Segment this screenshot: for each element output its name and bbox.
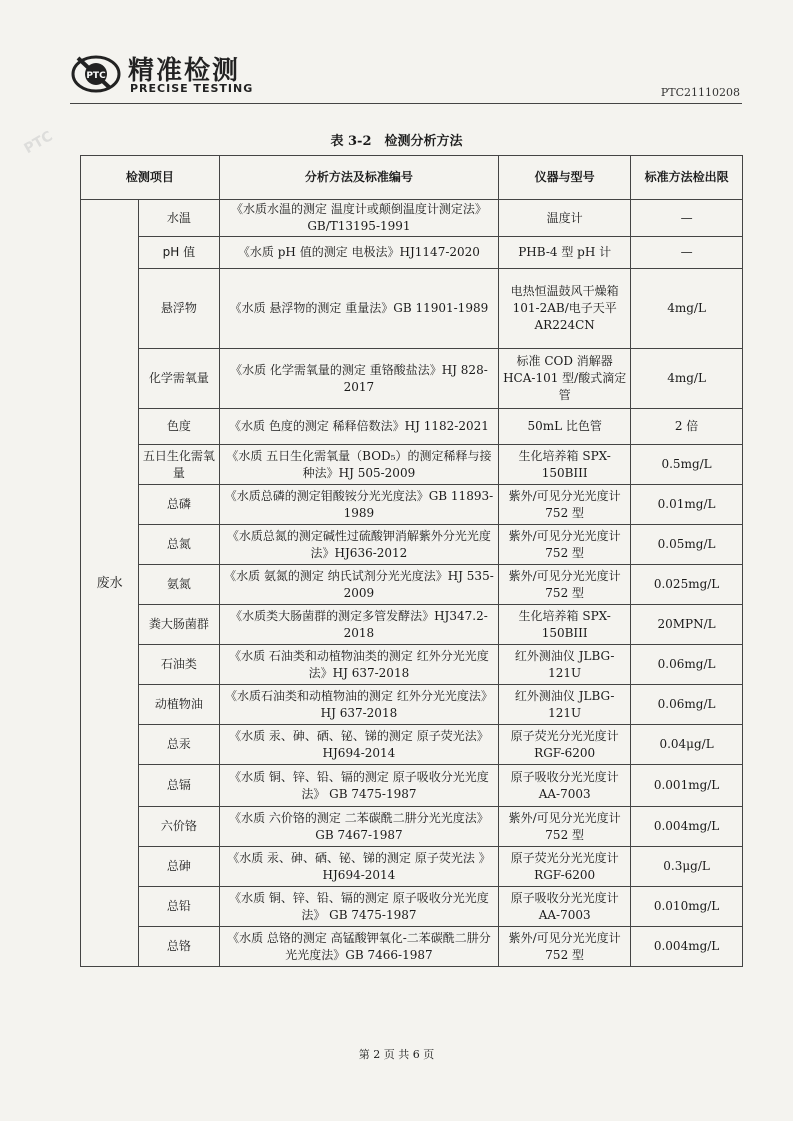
item-cell: pH 值 <box>139 237 220 269</box>
table-row <box>81 565 743 605</box>
logo-text: PTC <box>86 71 106 81</box>
table-row <box>81 445 743 485</box>
item-cell: 六价铬 <box>139 807 220 847</box>
item-cell: 化学需氧量 <box>139 349 220 409</box>
instrument-cell: 生化培养箱 SPX-150BIII <box>499 605 631 645</box>
table-row <box>81 605 743 645</box>
report-number: PTC21110208 <box>660 86 740 99</box>
limit-cell: — <box>631 237 743 269</box>
instrument-cell: 紫外/可见分光光度计 752 型 <box>499 485 631 525</box>
item-cell: 总砷 <box>139 847 220 887</box>
method-cell: 《水质 铜、锌、铅、镉的测定 原子吸收分光光度法》 GB 7475-1987 <box>219 887 499 927</box>
brand-name-en: PRECISE TESTING <box>130 82 254 95</box>
instrument-cell: 红外测油仪 JLBG-121U <box>499 685 631 725</box>
brand-name-cn: 精准检测 <box>128 56 241 86</box>
method-cell: 《水质 汞、砷、硒、铋、锑的测定 原子荧光法》 HJ694-2014 <box>219 725 499 765</box>
instrument-cell: 50mL 比色管 <box>499 409 631 445</box>
method-cell: 《水质 总铬的测定 高锰酸钾氧化-二苯碳酰二肼分光光度法》GB 7466-1987 <box>219 927 499 967</box>
table-row <box>81 237 743 269</box>
table-body <box>81 200 743 967</box>
item-cell: 总氮 <box>139 525 220 565</box>
method-cell: 《水质 石油类和动植物油类的测定 红外分光光度法》HJ 637-2018 <box>219 645 499 685</box>
watermark: PTC <box>21 128 56 158</box>
instrument-cell: 生化培养箱 SPX-150BIII <box>499 445 631 485</box>
method-cell: 《水质水温的测定 温度计或颠倒温度计测定法》GB/T13195-1991 <box>219 200 499 237</box>
limit-cell: 0.010mg/L <box>631 887 743 927</box>
table-row <box>81 645 743 685</box>
logo-icon <box>70 48 122 96</box>
limit-cell: 0.06mg/L <box>631 685 743 725</box>
limit-cell: 0.06mg/L <box>631 645 743 685</box>
table-row <box>81 525 743 565</box>
item-cell: 总镉 <box>139 765 220 807</box>
method-cell: 《水质 五日生化需氧量（BOD₅）的测定稀释与接种法》HJ 505-2009 <box>219 445 499 485</box>
limit-cell: 0.04μg/L <box>631 725 743 765</box>
header-divider <box>70 103 742 104</box>
instrument-cell: 原子荧光分光光度计 RGF-6200 <box>499 725 631 765</box>
table-row <box>81 765 743 807</box>
column-header: 分析方法及标准编号 <box>219 156 499 200</box>
instrument-cell: 温度计 <box>499 200 631 237</box>
method-cell: 《水质石油类和动植物油的测定 红外分光光度法》HJ 637-2018 <box>219 685 499 725</box>
analysis-methods-table <box>80 155 743 967</box>
method-cell: 《水质 化学需氧量的测定 重铬酸盐法》HJ 828-2017 <box>219 349 499 409</box>
table-title: 表 3-2 检测分析方法 <box>330 134 463 149</box>
table-row <box>81 200 743 237</box>
category-cell: 废水 <box>81 200 139 967</box>
method-cell: 《水质总磷的测定钼酸铵分光光度法》GB 11893-1989 <box>219 485 499 525</box>
limit-cell: 0.3μg/L <box>631 847 743 887</box>
item-cell: 总磷 <box>139 485 220 525</box>
item-cell: 动植物油 <box>139 685 220 725</box>
limit-cell: 20MPN/L <box>631 605 743 645</box>
method-cell: 《水质类大肠菌群的测定多管发酵法》HJ347.2-2018 <box>219 605 499 645</box>
limit-cell: 0.5mg/L <box>631 445 743 485</box>
limit-cell: 4mg/L <box>631 269 743 349</box>
limit-cell: 4mg/L <box>631 349 743 409</box>
table-row <box>81 887 743 927</box>
table-row <box>81 927 743 967</box>
limit-cell: — <box>631 200 743 237</box>
method-cell: 《水质 色度的测定 稀释倍数法》HJ 1182-2021 <box>219 409 499 445</box>
instrument-cell: 原子吸收分光光度计 AA-7003 <box>499 765 631 807</box>
column-header: 检测项目 <box>81 156 220 200</box>
page-header <box>70 40 740 102</box>
method-cell: 《水质 六价铬的测定 二苯碳酰二肼分光光度法》GB 7467-1987 <box>219 807 499 847</box>
table-row <box>81 269 743 349</box>
column-header: 仪器与型号 <box>499 156 631 200</box>
item-cell: 总汞 <box>139 725 220 765</box>
item-cell: 色度 <box>139 409 220 445</box>
item-cell: 石油类 <box>139 645 220 685</box>
instrument-cell: PHB-4 型 pH 计 <box>499 237 631 269</box>
method-cell: 《水质 悬浮物的测定 重量法》GB 11901-1989 <box>219 269 499 349</box>
limit-cell: 0.05mg/L <box>631 525 743 565</box>
table-row <box>81 685 743 725</box>
table-row <box>81 807 743 847</box>
table-row <box>81 409 743 445</box>
instrument-cell: 标准 COD 消解器 HCA-101 型/酸式滴定管 <box>499 349 631 409</box>
table-row <box>81 485 743 525</box>
instrument-cell: 电热恒温鼓风干燥箱 101-2AB/电子天平 AR224CN <box>499 269 631 349</box>
method-cell: 《水质 pH 值的测定 电极法》HJ1147-2020 <box>219 237 499 269</box>
column-header: 标准方法检出限 <box>631 156 743 200</box>
instrument-cell: 紫外/可见分光光度计 752 型 <box>499 525 631 565</box>
method-cell: 《水质 氨氮的测定 纳氏试剂分光光度法》HJ 535-2009 <box>219 565 499 605</box>
item-cell: 总铬 <box>139 927 220 967</box>
limit-cell: 0.01mg/L <box>631 485 743 525</box>
table-row <box>81 847 743 887</box>
limit-cell: 0.004mg/L <box>631 807 743 847</box>
limit-cell: 0.004mg/L <box>631 927 743 967</box>
limit-cell: 0.025mg/L <box>631 565 743 605</box>
instrument-cell: 红外测油仪 JLBG-121U <box>499 645 631 685</box>
limit-cell: 2 倍 <box>631 409 743 445</box>
item-cell: 总铅 <box>139 887 220 927</box>
instrument-cell: 原子吸收分光光度计 AA-7003 <box>499 887 631 927</box>
method-cell: 《水质 铜、锌、铅、镉的测定 原子吸收分光光度法》 GB 7475-1987 <box>219 765 499 807</box>
item-cell: 悬浮物 <box>139 269 220 349</box>
method-cell: 《水质总氮的测定碱性过硫酸钾消解紫外分光光度法》HJ636-2012 <box>219 525 499 565</box>
item-cell: 水温 <box>139 200 220 237</box>
table-row <box>81 725 743 765</box>
limit-cell: 0.001mg/L <box>631 765 743 807</box>
instrument-cell: 紫外/可见分光光度计 752 型 <box>499 565 631 605</box>
item-cell: 粪大肠菌群 <box>139 605 220 645</box>
method-cell: 《水质 汞、砷、硒、铋、锑的测定 原子荧光法 》HJ694-2014 <box>219 847 499 887</box>
instrument-cell: 紫外/可见分光光度计 752 型 <box>499 927 631 967</box>
table-row <box>81 349 743 409</box>
item-cell: 氨氮 <box>139 565 220 605</box>
page-number: 第 2 页 共 6 页 <box>358 1048 435 1061</box>
instrument-cell: 紫外/可见分光光度计 752 型 <box>499 807 631 847</box>
instrument-cell: 原子荧光分光光度计 RGF-6200 <box>499 847 631 887</box>
item-cell: 五日生化需氧量 <box>139 445 220 485</box>
